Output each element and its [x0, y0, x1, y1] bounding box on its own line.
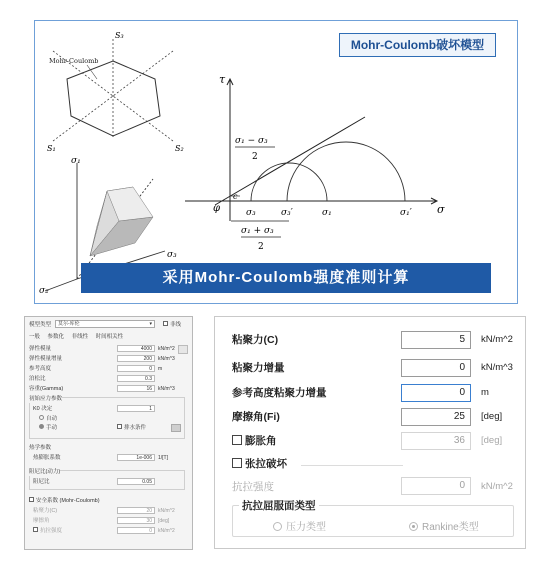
tension-divider — [301, 465, 403, 466]
pi-plane-hexagon-group — [53, 39, 173, 141]
thermal-expansion-field[interactable]: 1e-006 — [117, 454, 155, 461]
sigma3-a-label: σ₃ — [246, 208, 256, 218]
ref-height-cohesion-field[interactable]: 0 — [401, 384, 471, 402]
half-diff-denominator: 2 — [252, 152, 258, 162]
row-unit: kN/m^2 — [158, 346, 175, 352]
method-banner: 采用Mohr-Coulomb强度准则计算 — [81, 263, 491, 293]
cohesion-field[interactable]: 5 — [401, 331, 471, 349]
friction-angle-label: 摩擦角(Fi) — [232, 411, 280, 423]
c-label: c — [233, 192, 238, 201]
sigma3-b-label: σ₃′ — [281, 208, 293, 218]
init-stress-group-label: 初始应力参数 — [29, 396, 63, 402]
dilation-angle-unit: [deg] — [481, 435, 503, 446]
failure-envelope — [215, 117, 365, 205]
ref-height-cohesion-unit: m — [481, 387, 489, 398]
row-unit: kN/m^3 — [158, 356, 175, 362]
rankine-type-radio[interactable]: Rankine类型 — [409, 518, 479, 533]
sub-tensile-checkbox[interactable]: 抗拉强度 — [33, 527, 62, 535]
tab-parametric[interactable]: 参数化 — [47, 334, 65, 340]
row-unit: m — [158, 366, 163, 372]
hexagon-label: Mohr-Coulomb — [49, 57, 99, 65]
dilation-angle-field[interactable]: 36 — [401, 432, 471, 450]
row-label: 泊松比 — [29, 376, 46, 382]
sub-row-unit: [deg] — [158, 518, 170, 524]
sigma3-axis-label: σ₃ — [167, 250, 177, 260]
elastic-modulus-field[interactable]: 4000 — [117, 345, 155, 352]
safety-cohesion-field[interactable]: 20 — [117, 507, 155, 514]
mohr-coulomb-figure — [34, 20, 518, 304]
sigma1-axis-label: σ₁ — [71, 156, 81, 166]
tab-strip — [29, 332, 123, 340]
tab-general[interactable]: 一般 — [29, 334, 41, 340]
safety-tensile-field[interactable]: 0 — [117, 527, 155, 534]
material-dialog-small — [24, 316, 193, 550]
unit-weight-field[interactable]: 16 — [117, 385, 155, 392]
cohesion-increment-field[interactable]: 0 — [401, 359, 471, 377]
modulus-more-button[interactable] — [178, 345, 188, 354]
sigma1-a-label: σ₁ — [322, 208, 332, 218]
poisson-ratio-field[interactable]: 0.3 — [117, 375, 155, 382]
friction-angle-unit: [deg] — [481, 411, 503, 422]
sigma-label: σ — [437, 203, 445, 216]
thermal-unit: 1/[T] — [158, 455, 169, 461]
sub-row-unit: kN/m^2 — [158, 528, 175, 534]
sub-row-label: 粘聚力(C) — [33, 508, 58, 514]
chevron-down-icon: ▾ — [149, 321, 152, 327]
damping-label: 阻尼比 — [33, 479, 50, 485]
safety-friction-field[interactable]: 30 — [117, 517, 155, 524]
sigma2-axis — [45, 279, 77, 291]
row-label: 容重(Gamma) — [29, 386, 64, 392]
pressure-type-radio[interactable]: 压力类型 — [273, 518, 326, 533]
tab-time-dependent[interactable]: 时间相关性 — [95, 334, 124, 340]
mohr-circle-small — [251, 163, 327, 201]
modulus-increment-field[interactable]: 200 — [117, 355, 155, 362]
s2-label: S₂ — [175, 144, 184, 153]
damping-group-label: 阻尼比(动力) — [29, 469, 61, 475]
dilation-angle-checkbox[interactable]: 膨胀角 — [232, 434, 277, 448]
strength-parameters-panel — [214, 316, 526, 549]
mohr-coulomb-diagram — [35, 21, 517, 303]
hexagon-label-pointer — [87, 65, 97, 79]
k0-field[interactable]: 1 — [117, 405, 155, 412]
nonlinear-checkbox[interactable]: 非线 — [163, 321, 181, 329]
cohesion-unit: kN/m^2 — [481, 334, 513, 345]
sigma1-b-label: σ₁′ — [400, 208, 412, 218]
mohr-circle-large — [287, 142, 405, 201]
auto-radio[interactable]: 自动 — [39, 415, 57, 423]
failure-surface-pyramid — [90, 187, 153, 256]
thermal-group-label: 热学参数 — [29, 445, 52, 451]
model-title-badge: Mohr-Coulomb破坏模型 — [339, 33, 496, 57]
sub-row-label: 摩擦角 — [33, 518, 50, 524]
k0-label: K0 决定 — [33, 406, 53, 412]
ref-height-cohesion-label: 参考高度粘聚力增量 — [232, 387, 327, 399]
friction-angle-field[interactable]: 25 — [401, 408, 471, 426]
tensile-strength-unit: kN/m^2 — [481, 481, 513, 492]
yield-surface-group-label: 抗拉屈服面类型 — [239, 498, 319, 513]
half-sum-numerator: σ₁ + σ₃ — [241, 226, 274, 236]
row-label: 参考高度 — [29, 366, 52, 372]
checkbox-icon — [232, 435, 242, 445]
row-unit: kN/m^3 — [158, 386, 175, 392]
cohesion-label: 粘聚力(C) — [232, 334, 279, 346]
tensile-strength-label: 抗拉强度 — [232, 481, 274, 493]
tensile-strength-field[interactable]: 0 — [401, 477, 471, 495]
thermal-label: 热膨胀系数 — [33, 455, 61, 461]
reference-height-field[interactable]: 0 — [117, 365, 155, 372]
model-type-value: 莫尔-库伦 — [58, 321, 80, 327]
model-type-select[interactable] — [55, 320, 155, 328]
mohr-coulomb-hexagon — [67, 61, 160, 136]
s3-label: S₃ — [115, 31, 124, 40]
drained-checkbox[interactable]: 排水条件 — [117, 424, 146, 432]
tab-nonlinear[interactable]: 非线性 — [71, 334, 89, 340]
half-sum-denominator: 2 — [258, 242, 264, 252]
checkbox-icon — [232, 458, 242, 468]
safety-checkbox[interactable]: 安全系数 (Mohr-Coulomb) — [29, 497, 100, 505]
sigma2-axis-label: σ₂ — [39, 286, 49, 296]
row-label: 弹性模量增量 — [29, 356, 63, 362]
cohesion-increment-unit: kN/m^3 — [481, 362, 513, 373]
manual-radio[interactable]: 手动 — [39, 424, 57, 432]
phi-label: φ — [213, 203, 221, 214]
tau-label: τ — [219, 73, 226, 86]
model-type-label: 模型类型 — [29, 322, 52, 328]
row-label: 弹性模量 — [29, 346, 52, 352]
drained-more-button[interactable] — [171, 424, 181, 432]
mohr-plot-axes — [185, 79, 437, 221]
half-diff-numerator: σ₁ − σ₃ — [235, 136, 268, 146]
tension-failure-checkbox[interactable]: 张拉破坏 — [232, 457, 287, 471]
damping-field[interactable]: 0.05 — [117, 478, 155, 485]
cohesion-increment-label: 粘聚力增量 — [232, 362, 285, 374]
s1-label: S₁ — [47, 144, 56, 153]
sub-row-unit: kN/m^2 — [158, 508, 175, 514]
